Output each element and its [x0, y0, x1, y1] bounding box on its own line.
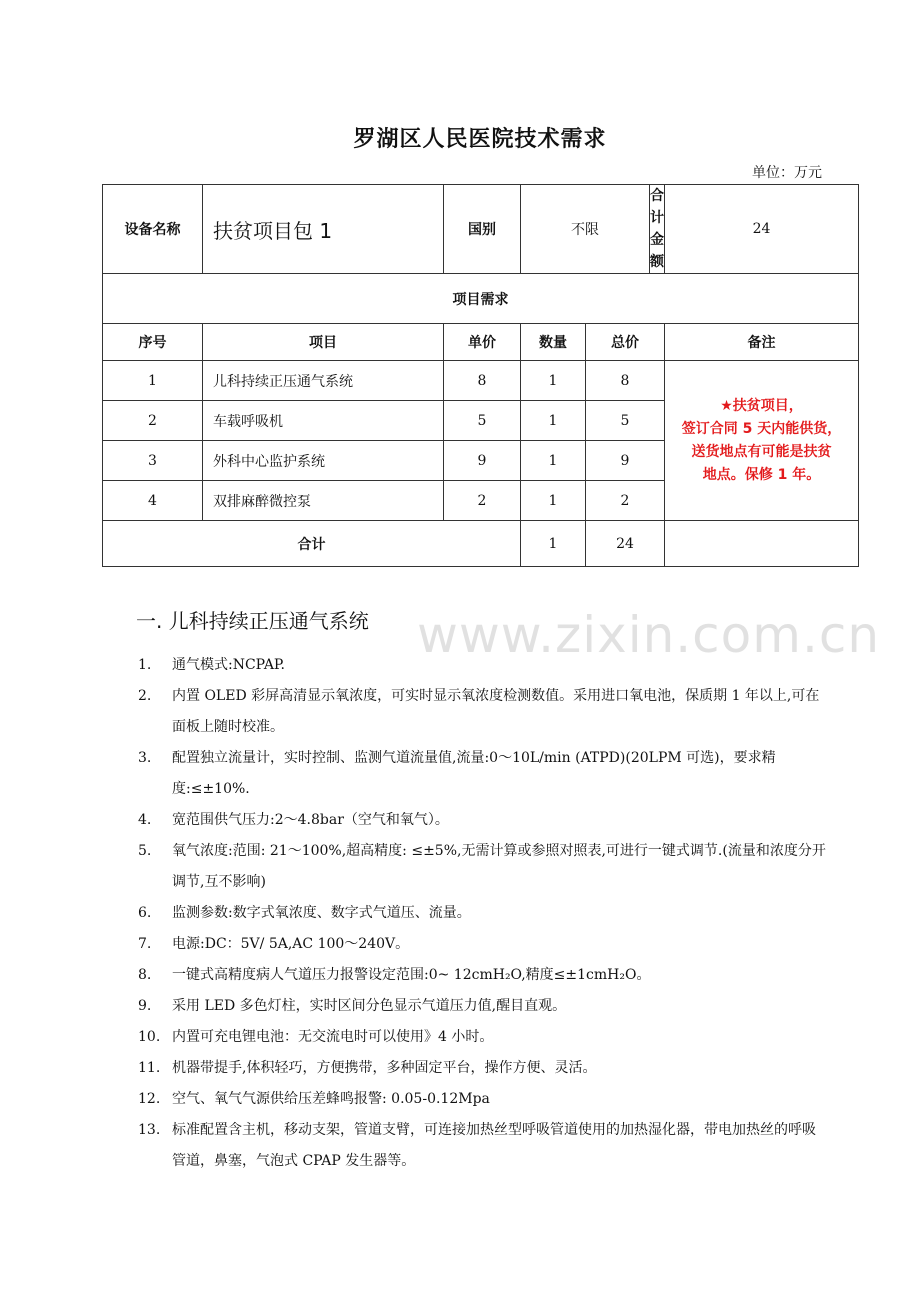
item-text: 氧气浓度:范围: 21～100%,超高精度: ≤±5%,无需计算或参照对照表,可进行一键式调节.(流量和浓度分开调节,互不影响): [172, 843, 826, 890]
list-item: [138, 1053, 828, 1084]
col-note: 备注: [665, 324, 859, 361]
item-text: 监测参数:数字式氧浓度、数字式气道压、流量。: [172, 905, 471, 921]
row-item: 儿科持续正压通气系统: [203, 361, 444, 401]
row-no: 4: [103, 481, 203, 521]
item-text: 电源:DC：5V/ 5A,AC 100～240V。: [172, 936, 410, 952]
list-item: [138, 650, 828, 681]
country-value: 不限: [521, 185, 650, 273]
total-label-line2: 金额: [650, 232, 664, 270]
sum-row: [103, 521, 859, 567]
row-qty: 1: [521, 441, 586, 481]
list-item: [138, 836, 828, 898]
item-number: 10.: [138, 1029, 161, 1045]
list-item: [138, 805, 828, 836]
row-price: 2: [444, 481, 521, 521]
item-number: 4.: [138, 812, 152, 828]
section-heading: 项目需求: [103, 274, 859, 324]
list-item: [138, 929, 828, 960]
item-text: 内置 OLED 彩屏高清显示氧浓度，可实时显示氧浓度检测数值。采用进口氧电池，保质期 1 年以上,可在面板上随时校准。: [172, 688, 820, 735]
row-no: 2: [103, 401, 203, 441]
row-price: 5: [444, 401, 521, 441]
item-text: 一键式高精度病人气道压力报警设定范围:0~ 12cmH₂O,精度≤±1cmH₂O。: [172, 967, 651, 983]
item-number: 6.: [138, 905, 152, 921]
col-total: 总价: [586, 324, 665, 361]
total-label: [650, 185, 665, 273]
list-item: [138, 960, 828, 991]
row-qty: 1: [521, 361, 586, 401]
total-value: 24: [665, 185, 859, 274]
row-item: 双排麻醉微控泵: [203, 481, 444, 521]
remark-note: [665, 361, 859, 521]
item-text: 采用 LED 多色灯柱，实时区间分色显示气道压力值,醒目直观。: [172, 998, 567, 1014]
unit-label: 单位：万元: [752, 165, 822, 181]
item-number: 12.: [138, 1091, 161, 1107]
row-qty: 1: [521, 401, 586, 441]
row-qty: 1: [521, 481, 586, 521]
item-number: 7.: [138, 936, 152, 952]
col-item: 项目: [203, 324, 444, 361]
header-row: [103, 185, 859, 274]
sum-note: [665, 521, 859, 567]
row-no: 1: [103, 361, 203, 401]
list-item: [138, 1115, 828, 1177]
watermark: www.zixin.com.cn: [417, 606, 881, 664]
note-line1: ★扶贫项目，: [720, 397, 803, 414]
column-header-row: [103, 324, 859, 361]
sum-qty: 1: [521, 521, 586, 567]
section1-title: 一. 儿科持续正压通气系统: [136, 609, 369, 633]
note-line3: 送货地点有可能是扶贫: [691, 443, 832, 460]
list-item: [138, 681, 828, 743]
list-item: [138, 991, 828, 1022]
item-number: 5.: [138, 843, 152, 859]
list-item: [138, 743, 828, 805]
list-item: [138, 1084, 828, 1115]
page-title: 罗湖区人民医院技术需求: [353, 127, 607, 152]
item-number: 11.: [138, 1060, 161, 1076]
item-text: 配置独立流量计，实时控制、监测气道流量值,流量:0～10L/min (ATPD)(20LPM 可选)，要求精度:≤±10%.: [172, 750, 776, 797]
row-total: 8: [586, 361, 665, 401]
sum-total: 24: [586, 521, 665, 567]
country-label: 国别: [444, 185, 521, 274]
col-qty: 数量: [521, 324, 586, 361]
row-total: 5: [586, 401, 665, 441]
item-number: 8.: [138, 967, 152, 983]
row-price: 9: [444, 441, 521, 481]
sum-label: 合计: [103, 521, 521, 567]
item-text: 标准配置含主机，移动支架，管道支臂，可连接加热丝型呼吸管道使用的加热湿化器，带电加热丝的呼吸管道，鼻塞，气泡式 CPAP 发生器等。: [172, 1122, 816, 1169]
row-total: 2: [586, 481, 665, 521]
item-number: 13.: [138, 1122, 161, 1138]
note-line4: 地点。保修 1 年。: [702, 466, 821, 483]
item-number: 1.: [138, 657, 152, 673]
note-line2: 签订合同 5 天内能供货，: [681, 420, 842, 437]
col-no: 序号: [103, 324, 203, 361]
item-text: 空气、氧气气源供给压差蜂鸣报警: 0.05-0.12Mpa: [172, 1091, 490, 1107]
requirements-list: [138, 650, 828, 1177]
row-item: 车载呼吸机: [203, 401, 444, 441]
item-text: 通气模式:NCPAP.: [172, 657, 285, 673]
total-label-line1: 合计: [650, 188, 664, 226]
list-item: [138, 898, 828, 929]
item-number: 3.: [138, 750, 152, 766]
spec-table: [102, 184, 859, 567]
device-value: 扶贫项目包 1: [203, 185, 444, 274]
row-no: 3: [103, 441, 203, 481]
list-item: [138, 1022, 828, 1053]
row-price: 8: [444, 361, 521, 401]
item-text: 机器带提手,体积轻巧，方便携带，多种固定平台，操作方便、灵活。: [172, 1060, 597, 1076]
table-row: [103, 361, 859, 401]
item-text: 内置可充电锂电池：无交流电时可以使用》4 小时。: [172, 1029, 494, 1045]
item-text: 宽范围供气压力:2～4.8bar（空气和氧气）。: [172, 812, 449, 828]
row-total: 9: [586, 441, 665, 481]
item-number: 2.: [138, 688, 152, 704]
row-item: 外科中心监护系统: [203, 441, 444, 481]
item-number: 9.: [138, 998, 152, 1014]
device-label: 设备名称: [103, 185, 203, 274]
col-price: 单价: [444, 324, 521, 361]
